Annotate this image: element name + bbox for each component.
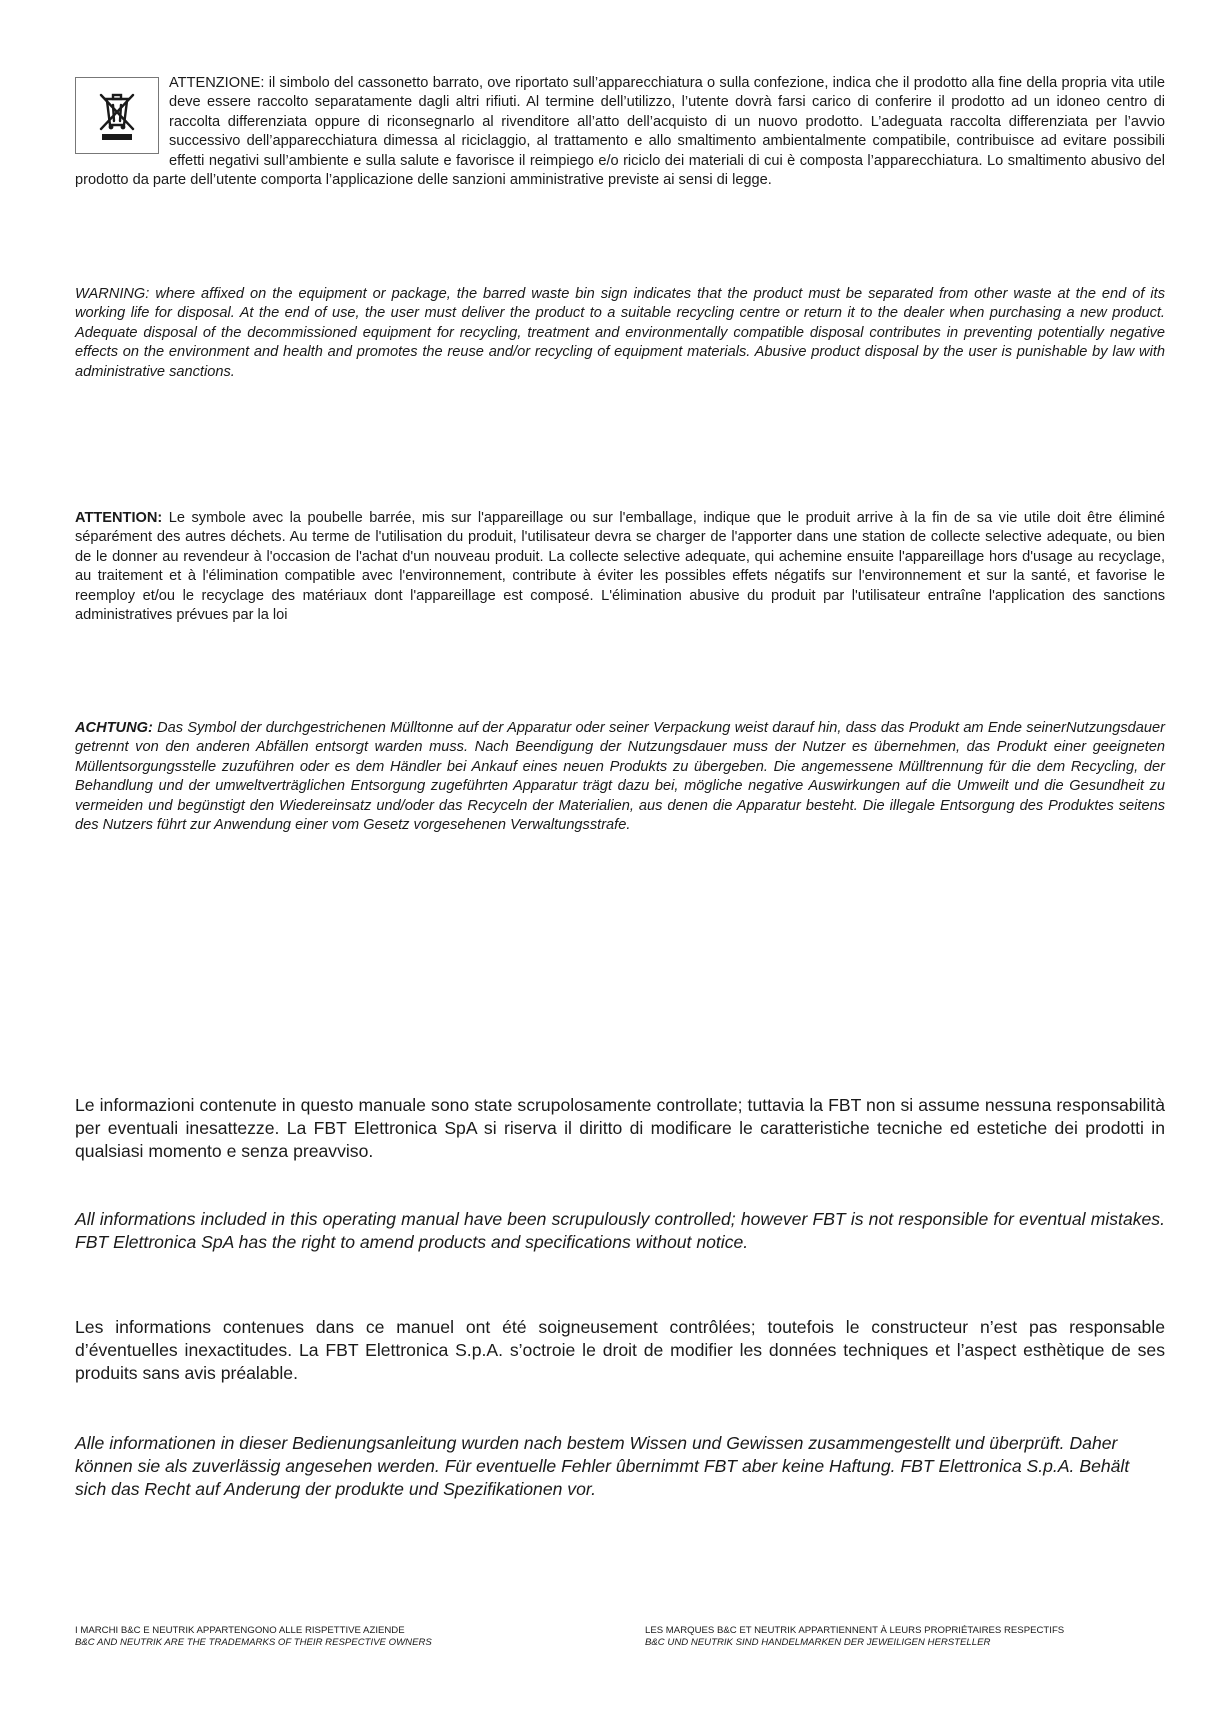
warning-de: [75, 719, 1165, 835]
warning-de-text: Das Symbol der durchgestrichenen Mülltonne auf der Apparatur oder seiner Verpackung weist darauf hin, dass das Produkt am Ende seinerNutzungsdauer getrennt von den anderen Abfällen entsorgt warden muss. Nach Beendigung der Nutzungsdauer muss der Nutzer es übernehmen, das Produkt einer geeigneten Müllentsorgungsstelle zuzuführen oder es dem Händler bei Ankauf eines neuen Produkts zu übergeben. Die angemessene Mülltrennung für die dem Recycling, der Behandlung und der umweltverträglichen Entsorgung zugeführten Apparatur trägt dazu bei, mögliche negative Auswirkungen auf die Umweilt und die Gesundheit zu vermeiden und begünstigt den Wiedereinsatz und/oder das Recyceln der Materialien, aus denen die Apparatur besteht. Die illegale Entsorgung des Produktes seitens des Nutzers führt zur Anwendung einer vom Gesetz vorgesehenen Verwaltungsstrafe.: [75, 720, 1165, 834]
footer-left: [75, 1625, 432, 1649]
warning-en-heading: WARNING:: [75, 286, 150, 302]
footer-right-line1: LES MARQUES B&C ET NEUTRIK APPARTIENNENT À LEURS PROPRIÉTAIRES RESPECTIFS: [645, 1625, 1065, 1636]
warning-it-heading: ATTENZIONE:: [169, 75, 265, 91]
warning-fr-text: Le symbole avec la poubelle barrée, mis sur l'appareillage ou sur l'emballage, indique que le produit arrive à la fin de sa vie utile doit être éliminé séparément des autres déchets. Au terme de l'utilisation du produit, l'utilisateur devra se charger de l'apporter dans une station de collecte selective adequate, ou bien de le donner au revendeur à l'occasion de l'achat d'un nouveau produit. La collecte selective adequate, qui achemine ensuite l'appareillage hors d'usage au recyclage, au traitement et à l'élimination compatible avec l'environnement, contribute à éviter les possibles effets négatifs sur l'environnement et sur la santé, et favorise le reemploy et/ou le recyclage des matériaux dont l'appareillage est composé. L'élimination abusive du produit par l'utilisateur entraîne l'application des sanctions administratives prévues par la loi: [75, 510, 1165, 624]
warning-fr-heading: ATTENTION:: [75, 510, 163, 526]
crossed-out-wheelie-bin-icon: [75, 77, 159, 154]
warning-de-heading: ACHTUNG:: [75, 720, 153, 736]
warning-it: [75, 74, 1165, 190]
warning-fr: [75, 509, 1165, 625]
disclaimer-fr: Les informations contenues dans ce manuel ont été soigneusement contrôlées; toutefois le constructeur n’est pas responsable d’éventuelles inexactitudes. La FBT Elettronica S.p.A. s’octroie le droit de modifier les données techniques et l’aspect esthètique de ses produits sans avis préalable.: [75, 1317, 1165, 1384]
footer-left-line2: B&C AND NEUTRIK ARE THE TRADEMARKS OF THEIR RESPECTIVE OWNERS: [75, 1637, 432, 1648]
disclaimer-en: All informations included in this operating manual have been scrupulously controlled; however FBT is not responsible for eventual mistakes. FBT Elettronica SpA has the right to amend products and specifications without notice.: [75, 1209, 1165, 1253]
warning-en-text: where affixed on the equipment or package, the barred waste bin sign indicates that the product must be separated from other waste at the end of its working life for disposal. At the end of use, the user must deliver the product to a suitable recycling centre or return it to the dealer when purchasing a new product. Adequate disposal of the decommissioned equipment for recycling, treatment and environmentally compatible disposal contributes in preventing potentially negative effects on the environment and health and promotes the reuse and/or recycling of equipment materials. Abusive product disposal by the user is punishable by law with administrative sanctions.: [75, 286, 1165, 380]
warning-en: [75, 285, 1165, 382]
disclaimer-de: Alle informationen in dieser Bedienungsanleitung wurden nach bestem Wissen und Gewissen zusammengestellt und überprüft. Daher können sie als zuverlässig angesehen werden. Für eventuelle Fehler ûbernimmt FBT aber keine Haftung. FBT Elettronica S.p.A. Behält sich das Recht auf Anderung der produkte und Spezifikationen vor.: [75, 1433, 1130, 1500]
footer-right: [645, 1625, 1064, 1649]
footer-left-line1: I MARCHI B&C E NEUTRIK APPARTENGONO ALLE RISPETTIVE AZIENDE: [75, 1625, 405, 1636]
disclaimer-it: Le informazioni contenute in questo manuale sono state scrupolosamente controllate; tuttavia la FBT non si assume nessuna responsabilità per eventuali inesattezze. La FBT Elettronica SpA si riserva il diritto di modificare le caratteristiche tecniche ed estetiche dei prodotti in qualsiasi momento e senza preavviso.: [75, 1095, 1165, 1162]
warning-it-text: il simbolo del cassonetto barrato, ove riportato sull’apparecchiatura o sulla confezione, indica che il prodotto alla fine della propria vita utile deve essere raccolto separatamente dagli altri rifiuti. Al termine dell’utilizzo, l’utente dovrà farsi carico di conferire il prodotto ad un idoneo centro di raccolta differenziata oppure di riconsegnarlo al rivenditore all’atto dell’acquisto di un nuovo prodotto. L’adeguata raccolta differenziata per l’avvio successivo dell’apparecchiatura dimessa al riciclaggio, al trattamento e allo smaltimento ambientalmente compatibile, contribuisce ad evitare possibili effetti negativi sull’ambiente e sulla salute e favorisce il reimpiego e/o riciclo dei materiali di cui è composta l’apparecchiatura. Lo smaltimento abusivo del prodotto da parte dell’utente comporta l’applicazione delle sanzioni amministrative previste ai sensi di legge.: [75, 75, 1165, 189]
footer-right-line2: B&C UND NEUTRIK SIND HANDELMARKEN DER JEWEILIGEN HERSTELLER: [645, 1637, 991, 1648]
